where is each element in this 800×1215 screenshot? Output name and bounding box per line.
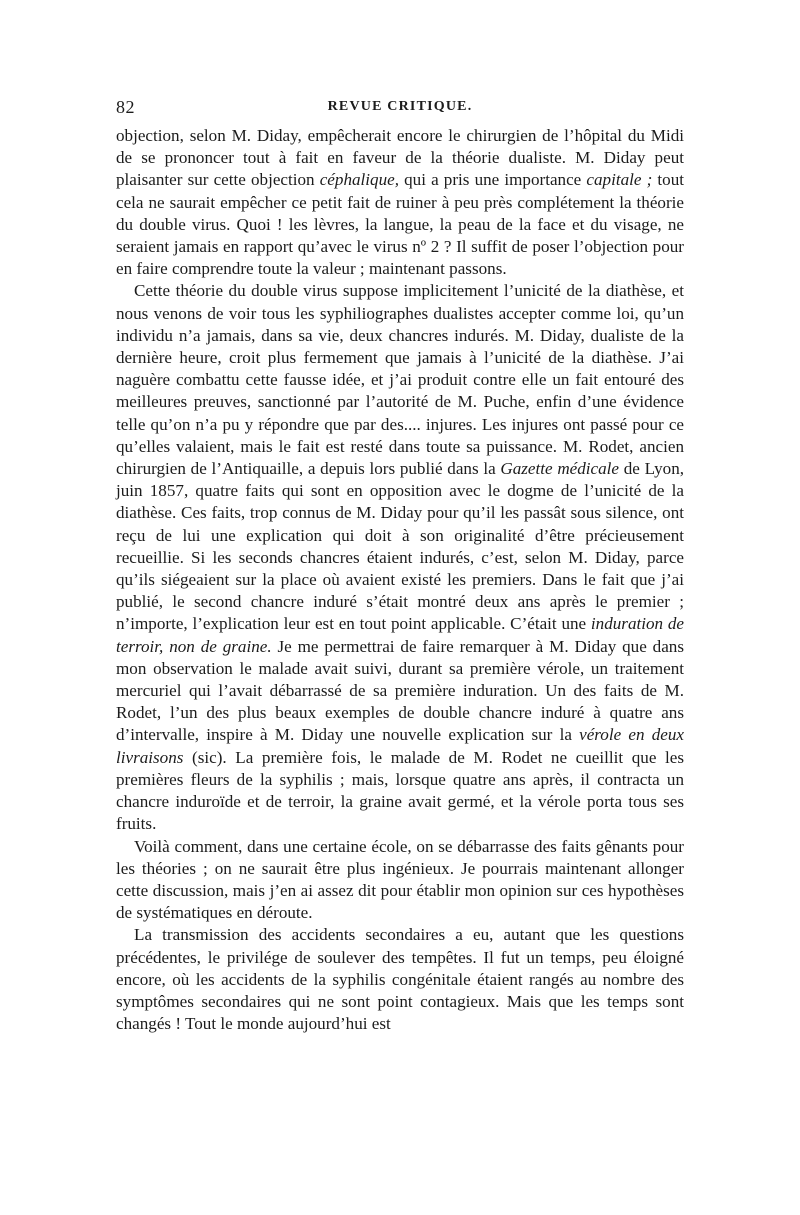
- paragraph: [116, 125, 684, 280]
- page-number: 82: [116, 97, 135, 117]
- text-run: Cette théorie du double virus suppose implicitement l’unicité de la diathèse, et nous venons de voir tous les syphiliographes dualistes accepter comme loi, qu’un individu n’a jamais, dans sa vie, deux chancres indurés. M. Diday, dualiste de la dernière heure, croit plus fermement que jamais à l’unicité de la diathèse. J’ai naguère combattu cette fausse idée, et j’ai produit contre elle un fait entouré des meilleures preuves, sanctionné par l’autorité de M. Puche, enfin d’une évidence telle qu’on n’a pu y répondre que par des.... injures. Les injures ont passé pour ce qu’elles valaient, mais le fait est resté dans toute sa puissance. M. Rodet, ancien chirurgien de l’Antiquaille, a depuis lors publié dans la: [116, 281, 684, 479]
- text-run: Voilà comment, dans une certaine école, on se débarrasse des faits gênants pour les théories ; on ne saurait être plus ingénieux. Je pourrais maintenant allonger cette discussion, mais j’en ai assez dit pour établir mon opinion sur ces hypothèses de systématiques en déroute.: [116, 836, 684, 923]
- paragraph: [116, 280, 684, 835]
- paragraph: [116, 836, 684, 925]
- text-run: (sic). La première fois, le malade de M. Rodet ne cueillit que les premières fleurs de la syphilis ; mais, lorsque quatre ans après, il contracta un chancre induroïde et de terroir, la graine avait germé, et la vérole porta tous ses fruits.: [116, 747, 684, 834]
- italic-run: céphalique,: [319, 170, 399, 190]
- italic-run: induration de terroir, non de graine.: [116, 614, 685, 656]
- italic-run: capitale ;: [586, 170, 653, 190]
- book-page: [116, 95, 684, 1035]
- text-run: de Lyon, juin 1857, quatre faits qui sont en opposition avec le dogme de l’unicité de la diathèse. Ces faits, trop connus de M. Diday pour qu’il les passât sous silence, ont reçu de lui une explication qui doit à son originalité d’être précieusement recueillie. Si les seconds chancres étaient indurés, c’est, selon M. Diday, parce qu’ils siégeaient sur la place où avaient existé les premiers. Dans le fait que j’ai publié, le second chancre induré s’était montré deux ans après le premier ; n’importe, l’explication leur est en tout point applicable. C’était une: [116, 459, 685, 634]
- page-header: REVUE CRITIQUE.: [327, 99, 473, 114]
- paragraph: [116, 924, 684, 1035]
- text-run: La transmission des accidents secondaires a eu, autant que les questions précédentes, le privilége de soulever des tempêtes. Il fut un temps, peu éloigné encore, où les accidents de la syphilis congénitale étaient rangés au nombre des symptômes secondaires qui ne sont point contagieux. Mais que les temps sont changés ! Tout le monde aujourd’hui est: [116, 925, 684, 1034]
- text-run: Je me permettrai de faire remarquer à M. Diday que dans mon observation le malade avait suivi, durant sa première vérole, un traitement mercuriel qui l’avait débarrassé de sa première induration. Un des faits de M. Rodet, l’un des plus beaux exemples de double chancre induré à quatre ans d’intervalle, inspire à M. Diday une nouvelle explication sur la: [116, 636, 684, 745]
- running-head: [116, 95, 684, 123]
- italic-run: Gazette médicale: [500, 459, 620, 479]
- body-text: [116, 125, 684, 1035]
- text-run: objection, selon M. Diday, empêcherait encore le chirurgien de l’hôpital du Midi de se prononcer tout à fait en faveur de la théorie dualiste. M. Diday peut plaisanter sur cette objection: [116, 126, 684, 190]
- text-run: tout cela ne saurait empêcher ce petit fait de ruiner à peu près complétement la théorie du double virus. Quoi ! les lèvres, la langue, la peau de la face et du visage, ne seraient jamais en rapport qu’avec le virus nº 2 ? Il suffit de poser l’objection pour en faire comprendre toute la valeur ; maintenant passons.: [116, 170, 684, 279]
- italic-run: vérole en deux livraisons: [116, 725, 684, 767]
- text-run: qui a pris une importance: [399, 170, 587, 190]
